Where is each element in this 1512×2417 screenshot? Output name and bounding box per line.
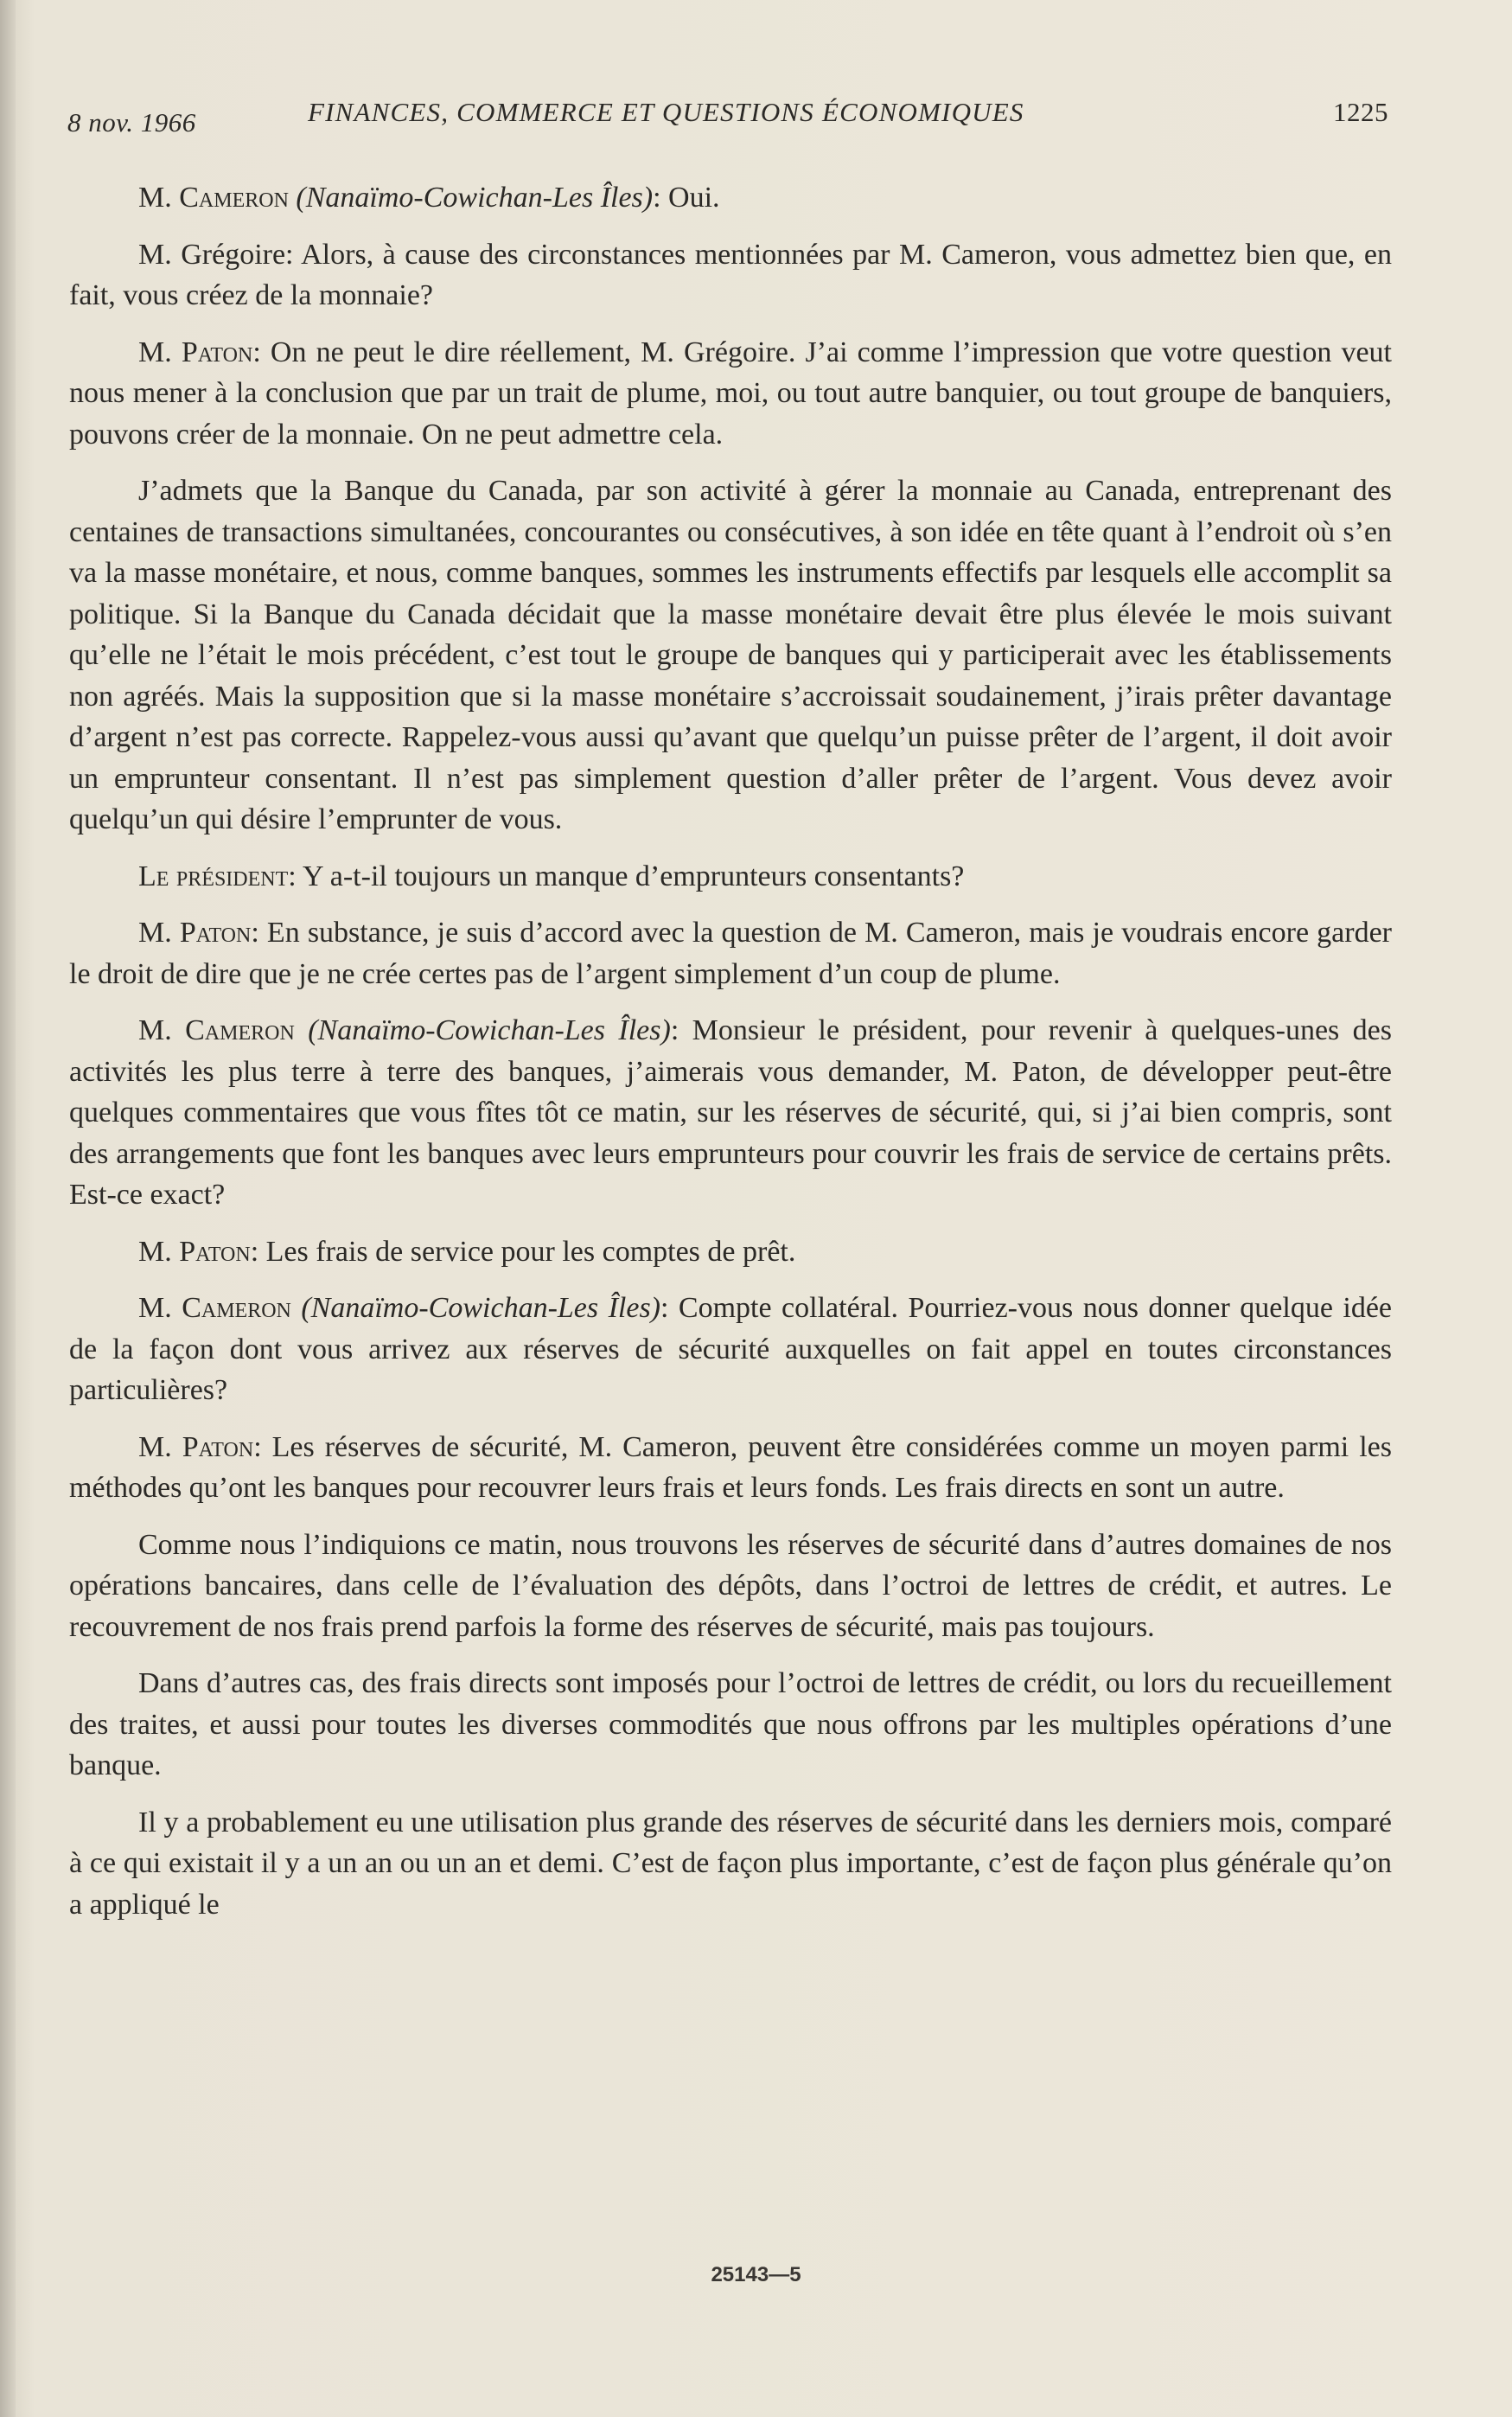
speaker-name: Le président: [138, 860, 289, 892]
running-header: [67, 97, 1388, 140]
speaker-name: M. Paton: [138, 336, 253, 368]
paragraph-text: M. Grégoire: Alors, à cause des circonstances mentionnées par M. Cameron, vous admettez bien que, en fait, vous créez de la monnaie?: [69, 238, 1392, 311]
paragraph: [69, 1010, 1392, 1216]
paragraph: [69, 856, 1392, 898]
paragraph-text: : En substance, je suis d’accord avec la question de M. Cameron, mais je voudrais encore garder le droit de dire que je ne crée certes pas de l’argent simplement d’un coup de plume.: [69, 917, 1393, 990]
speaker-name: M. Paton: [138, 1430, 254, 1463]
paragraph: [69, 1427, 1392, 1509]
paragraph-text: : Monsieur le président, pour revenir à quelques-unes des activités les plus terre à terre des banques, j’aimerais vous demander, M. Paton, de développer peut-être quelques commentaires que vous fîtes tôt ce matin, sur les réserves de sécurité, qui, si j’ai bien compris, sont des arrangements que font les banques avec leurs emprunteurs pour couvrir les frais de service de certains prêts. Est-ce exact?: [69, 1014, 1393, 1211]
speaker-name: M. Cameron: [138, 182, 289, 214]
paragraph-text: : Oui.: [653, 182, 720, 214]
speaker-riding: (Nanaïmo-Cowichan-Les Îles): [296, 182, 654, 214]
paragraph: [69, 1802, 1392, 1926]
speaker-riding: (Nanaïmo-Cowichan-Les Îles): [301, 1292, 661, 1324]
paragraph: [69, 1288, 1392, 1411]
paragraph-text: : Les réserves de sécurité, M. Cameron, peuvent être considérées comme un moyen parmi les méthodes qu’ont les banques pour recouvrer leurs frais et leurs fonds. Les frais directs en sont un autre.: [69, 1430, 1393, 1504]
paragraph-text: : On ne peut le dire réellement, M. Grégoire. J’ai comme l’impression que votre question veut nous mener à la conclusion que par un trait de plume, moi, ou tout autre banquier, ou tout groupe de banquiers, pouvons créer de la monnaie. On ne peut admettre cela.: [69, 336, 1393, 451]
paragraph-text: : Les frais de service pour les comptes de prêt.: [250, 1235, 796, 1268]
speaker-name: M. Cameron: [138, 1292, 291, 1324]
speaker-name: M. Paton: [138, 1235, 251, 1268]
paragraph-text: : Compte collatéral. Pourriez-vous nous donner quelque idée de la façon dont vous arrivez aux réserves de sécurité auxquelles on fait appel en toutes circonstances particulières?: [69, 1292, 1392, 1406]
speaker-name: M. Cameron: [138, 1014, 295, 1046]
paragraph: [69, 177, 1392, 219]
paragraph: [69, 234, 1392, 317]
page-binding-edge: [0, 0, 16, 2417]
paragraph-text: Comme nous l’indiquions ce matin, nous trouvons les réserves de sécurité dans d’autres domaines de nos opérations bancaires, dans celle de l’évaluation des dépôts, dans l’octroi de lettres de crédit, et autres. Le recouvrement de nos frais prend parfois la forme des réserves de sécurité, mais pas toujours.: [69, 1528, 1392, 1643]
paragraph-text: : Y a-t-il toujours un manque d’emprunteurs consentants?: [288, 860, 965, 892]
paragraph: [69, 1525, 1392, 1648]
paragraph-text: Dans d’autres cas, des frais directs sont imposés pour l’octroi de lettres de crédit, ou lors du recueillement des traites, et aussi pour toutes les diverses commodités que nous offrons par les multiples opérations d’une banque.: [69, 1667, 1392, 1781]
speaker-riding: (Nanaïmo-Cowichan-Les Îles): [308, 1014, 671, 1046]
paragraph-text: Il y a probablement eu une utilisation plus grande des réserves de sécurité dans les derniers mois, comparé à ce qui existait il y a un an ou un an et demi. C’est de façon plus importante, c’est de façon plus générale qu’on a appliqué le: [69, 1806, 1392, 1921]
paragraph: [69, 470, 1392, 841]
paragraph: [69, 912, 1392, 994]
header-date: 8 nov. 1966: [67, 107, 196, 137]
body-text: [69, 177, 1392, 1941]
footer-code: 25143—5: [711, 2263, 801, 2286]
speaker-name: M. Paton: [138, 917, 252, 949]
paragraph: [69, 332, 1392, 456]
paragraph-text: J’admets que la Banque du Canada, par son activité à gérer la monnaie au Canada, entreprenant des centaines de transactions simultanées, concourantes ou consécutives, à son idée en tête quant à l’endroit où s’en va la masse monétaire, et nous, comme banques, sommes les instruments effectifs par lesquels elle accomplit sa politique. Si la Banque du Canada décidait que la masse monétaire devait être plus élevée le mois suivant qu’elle ne l’était le mois précédent, c’est tout le groupe de banques qui y participerait avec les établissements non agréés. Mais la supposition que si la masse monétaire s’accroissait soudainement, j’irais prêter davantage d’argent n’est pas correcte. Rappelez-vous aussi qu’avant que quelqu’un puisse prêter de l’argent, il doit avoir un emprunteur consentant. Il n’est pas simplement question d’aller prêter de l’argent. Vous devez avoir quelqu’un qui désire l’emprunter de vous.: [69, 475, 1392, 835]
paragraph: [69, 1231, 1392, 1273]
page-number: 1225: [1333, 97, 1388, 127]
paragraph: [69, 1663, 1392, 1787]
header-title: FINANCES, COMMERCE ET QUESTIONS ÉCONOMIQUES: [308, 97, 1024, 127]
